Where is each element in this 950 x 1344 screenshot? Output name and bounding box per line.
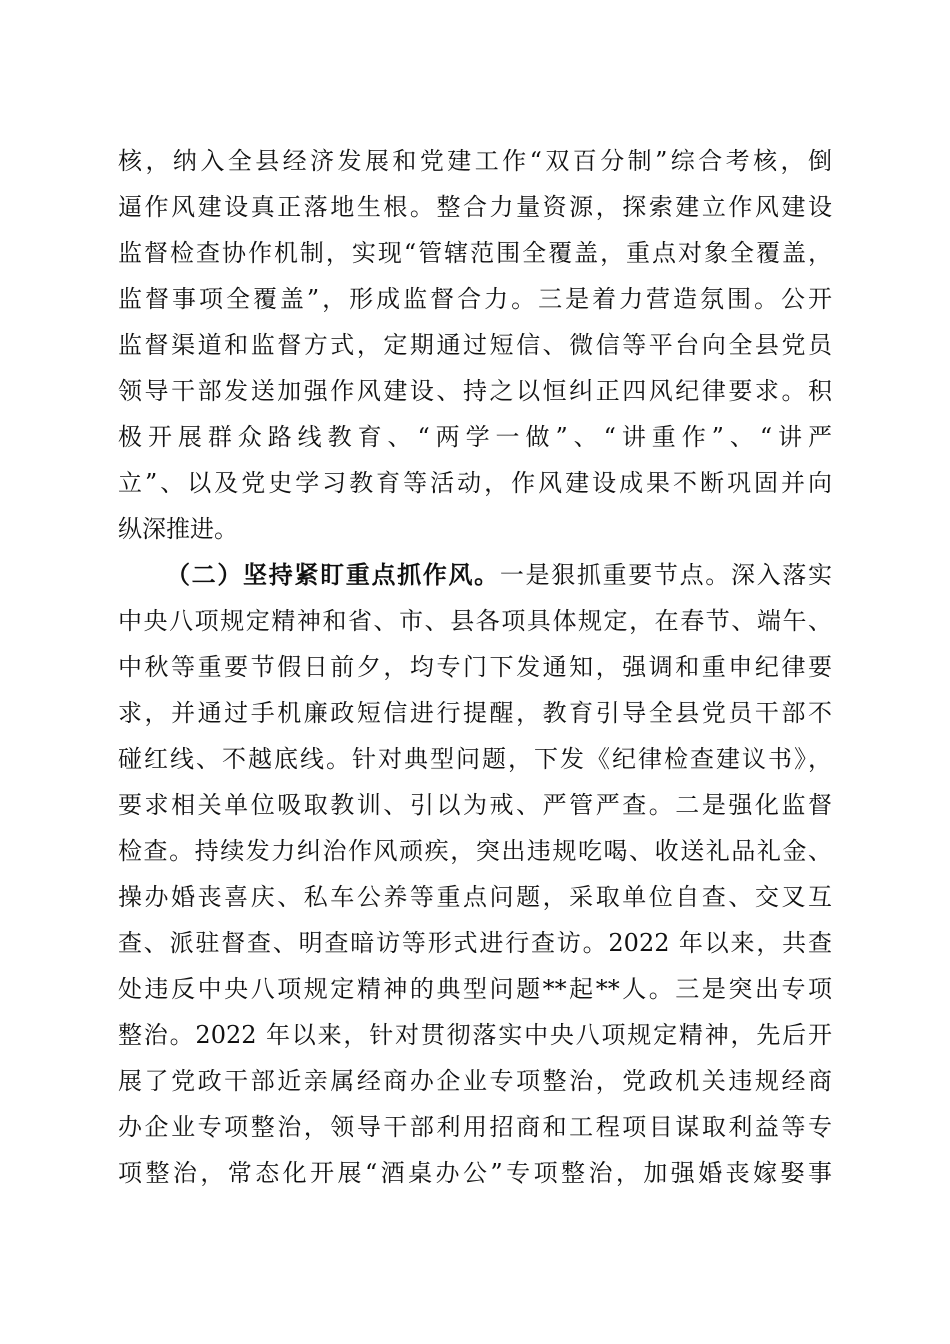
paragraph-line: 领导干部发送加强作风建设、持之以恒纠正四风纪律要求。积: [118, 377, 832, 405]
paragraph-line: 办企业专项整治，领导干部利用招商和工程项目谋取利益等专: [118, 1113, 832, 1141]
section-heading-line: [166, 552, 832, 598]
paragraph-line: 监督检查协作机制，实现“管辖范围全覆盖，重点对象全覆盖，: [118, 239, 832, 267]
paragraph-line: 查、派驻督查、明查暗访等形式进行查访。2022 年以来，共查: [118, 929, 832, 957]
paragraph-line: 碰红线、不越底线。针对典型问题，下发《纪律检查建议书》，: [118, 745, 832, 773]
paragraph-line: 整治。2022 年以来，针对贯彻落实中央八项规定精神，先后开: [118, 1021, 832, 1049]
paragraph-line: 展了党政干部近亲属经商办企业专项整治，党政机关违规经商: [118, 1067, 832, 1095]
paragraph-line: 纵深推进。: [118, 515, 238, 543]
paragraph-line: 立”、以及党史学习教育等活动，作风建设成果不断巩固并向: [118, 469, 832, 497]
paragraph-line: 处违反中央八项规定精神的典型问题**起**人。三是突出专项: [118, 975, 832, 1003]
paragraph-line: 要求相关单位吸取教训、引以为戒、严管严查。二是强化监督: [118, 791, 832, 819]
paragraph-line: 监督事项全覆盖”，形成监督合力。三是着力营造氛围。公开: [118, 285, 832, 313]
paragraph-line: 项整治，常态化开展“酒桌办公”专项整治，加强婚丧嫁娶事: [118, 1159, 832, 1187]
section-heading-rest: 一是狠抓重要节点。深入落实: [499, 561, 832, 589]
paragraph-line: 中秋等重要节假日前夕，均专门下发通知，强调和重申纪律要: [118, 653, 832, 681]
paragraph-line: 检查。持续发力纠治作风顽疾，突出违规吃喝、收送礼品礼金、: [118, 837, 832, 865]
section-heading: （二）坚持紧盯重点抓作风。: [166, 560, 500, 589]
paragraph-line: 操办婚丧喜庆、私车公养等重点问题，采取单位自查、交叉互: [118, 883, 832, 911]
paragraph-line: 核，纳入全县经济发展和党建工作“双百分制”综合考核，倒: [118, 147, 832, 175]
paragraph-line: 逼作风建设真正落地生根。整合力量资源，探索建立作风建设: [118, 193, 832, 221]
paragraph-line: 极开展群众路线教育、“两学一做”、“讲重作”、“讲严: [118, 423, 832, 451]
paragraph-line: 求，并通过手机廉政短信进行提醒，教育引导全县党员干部不: [118, 699, 832, 727]
paragraph-line: 中央八项规定精神和省、市、县各项具体规定，在春节、端午、: [118, 607, 832, 635]
paragraph-line: 监督渠道和监督方式，定期通过短信、微信等平台向全县党员: [118, 331, 832, 359]
